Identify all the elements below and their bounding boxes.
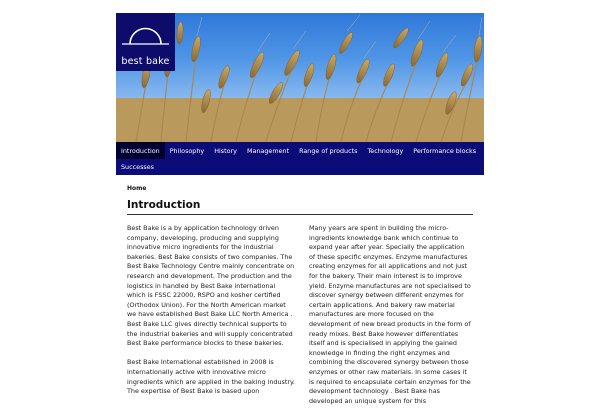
best-bake-logo[interactable] (116, 13, 175, 71)
nav-item-history[interactable]: History (214, 146, 237, 155)
logo-text: best bake (121, 56, 170, 67)
breadcrumb-home[interactable]: Home (127, 185, 147, 192)
left-column (127, 224, 295, 406)
nav-item-performance-blocks[interactable]: Performance blocks (413, 146, 477, 155)
left-paragraph-2: Best Bake International established in 2008 is internationally active with innovative micro ingredients which are applied in the baking industry. The expertise of Best Bake is based upon (127, 358, 295, 396)
nav-item-philosophy[interactable]: Philosophy (169, 146, 205, 155)
left-paragraph-1: Best Bake is a by application technology driven company, developing, producing and supplying innovative micro ingredients for the industrial bakeries. Best Bake consists of two companies. The Best Bake Technology Centre mainly concentrate on research and development. The production and the logistics in handled by Best Bake international which is FSSC 22000, RSPO and kosher certified (Orthodox Union). For the North American market we have established Best Bake LLC North America . Best Bake LLC gives directly technical supports to the industrial bakeries and will supply concentrated Best Bake performance blocks to these bakeries. (127, 224, 295, 348)
main-navigation (116, 142, 484, 175)
right-paragraph-1: Many years are spent in building the micro-ingredients knowledge bank which continue to expand year after year. Specially the application of these specific enzymes. Enzyme manufactures creating enzymes for all applications and not just for the bakery. Their main interest is to improve yield. Enzyme manufactures are not specialised to discover synergy between different enzymes for certain applications. And bakery raw material manufactures are more focused on the development of new bread products in the form of ready mixes. Best Bake however differentiates itself and is specialised in applying the gained knowledge in finding the right enzymes and combining the discovered synergy between those enzymes or other raw materials. In some cases it is required to encapsulate certain enzymes for the development technology . Best Bake has developed an unique system for this (309, 224, 471, 405)
nav-item-successes[interactable]: Successes (121, 163, 154, 171)
nav-item-management[interactable]: Management (246, 146, 290, 155)
logo-ring-icon (116, 13, 175, 55)
nav-item-introduction[interactable]: Introduction (116, 142, 165, 159)
page-title: Introduction (127, 199, 473, 215)
content-header (127, 199, 473, 215)
header-banner (116, 13, 484, 142)
nav-item-range-of-products[interactable]: Range of products (299, 146, 358, 155)
page (116, 13, 484, 405)
right-column (309, 224, 472, 416)
nav-row-1 (116, 142, 481, 159)
nav-item-technology[interactable]: Technology (367, 146, 404, 155)
nav-row-2 (116, 159, 159, 175)
